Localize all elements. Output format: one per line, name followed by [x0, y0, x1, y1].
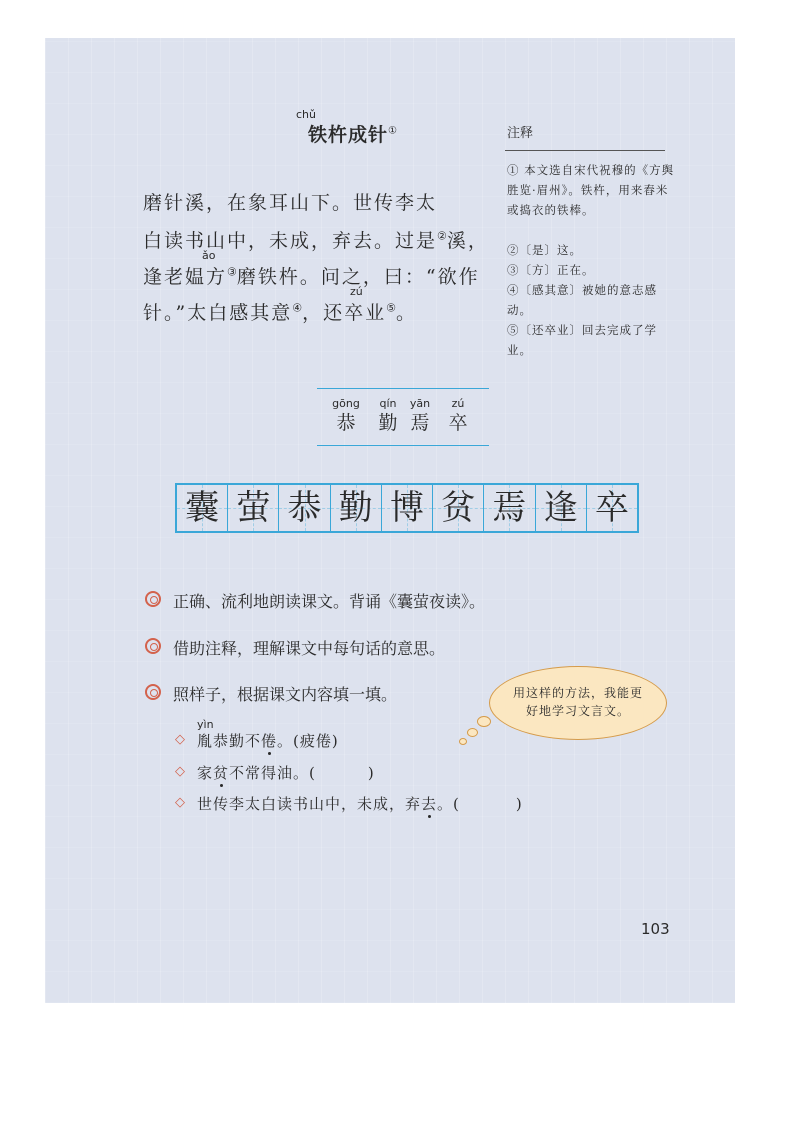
body-line-3-b: 磨铁杵。问之，曰：“欲作: [236, 266, 480, 288]
grid-char: 勤: [338, 488, 373, 528]
grid-cell: [279, 485, 330, 531]
note-item-4: ④〔感其意〕被她的意志感动。: [507, 283, 657, 317]
body-line-2-end: 溪，: [446, 230, 489, 252]
note-mark-3: ③: [227, 265, 237, 279]
speech-bubble-text: 用这样的方法，我能更好地学习文言文。: [512, 686, 643, 718]
fill-item-1-pinyin: yìn: [197, 718, 214, 731]
fill-item-3-b: 。(: [437, 795, 460, 813]
body-line-4-c: 。: [395, 302, 417, 324]
lesson-title: [273, 120, 433, 147]
fill-item-2-b: 不常得油。(: [229, 764, 316, 782]
pinyin-ao: ǎo: [202, 249, 216, 262]
exercise-1: 正确、流利地朗读课文。背诵《囊萤夜读》。: [173, 592, 486, 611]
fill-item-2-c: ): [367, 764, 375, 782]
write-char-2-hanzi: 勤: [378, 412, 398, 434]
diamond-bullet-icon: ◇: [175, 795, 185, 810]
fill-item-3-dotted: 去: [421, 795, 438, 813]
write-char-1-hanzi: 恭: [336, 412, 356, 434]
grid-char: 逢: [543, 488, 578, 528]
pinyin-zu: zú: [350, 285, 363, 298]
body-line-4-a: 针。”太白感其意: [143, 302, 293, 324]
fill-item-1-dotted: 倦: [261, 732, 278, 750]
write-char-1: [331, 397, 361, 435]
bubble-tail-dot: [467, 728, 478, 737]
write-char-1-pinyin: gōng: [332, 397, 360, 410]
bubble-tail-dot: [477, 716, 491, 727]
write-char-3: [405, 397, 435, 435]
body-line-4: [143, 298, 417, 325]
fill-item-1: [197, 730, 339, 751]
grid-char: 贫: [441, 488, 476, 528]
body-line-1: 磨针溪，在象耳山下。世传李太: [143, 192, 438, 214]
grid-cell: [433, 485, 484, 531]
diamond-bullet-icon: ◇: [175, 732, 185, 747]
grid-char: 萤: [236, 488, 271, 528]
notes-divider: [505, 150, 665, 151]
note-item-3: ③〔方〕正在。: [507, 263, 595, 277]
character-grid: [175, 483, 639, 533]
note-item-5: ⑤〔还卒业〕回去完成了学业。: [507, 323, 657, 357]
grid-cell: [536, 485, 587, 531]
write-char-4-pinyin: zú: [451, 397, 465, 410]
grid-char: 囊: [185, 488, 220, 528]
note-item-2: ②〔是〕这。: [507, 243, 582, 257]
note-item-1: ① 本文选自宋代祝穆的《方舆胜览·眉州》。铁杵，用来舂米或捣衣的铁棒。: [507, 163, 675, 217]
note-mark-4: ④: [292, 301, 303, 315]
fill-item-2-dotted: 贫: [213, 764, 230, 782]
lesson-title-text: 铁杵成针: [308, 124, 389, 146]
fill-item-2: [197, 762, 375, 783]
grid-char: 焉: [492, 488, 527, 528]
grid-cell: [484, 485, 535, 531]
grid-cell: [228, 485, 279, 531]
exercise-badge-icon: [145, 591, 161, 607]
fill-item-3-a: 世传李太白读书山中，未成，弃: [197, 795, 422, 813]
title-pinyin: chǔ: [296, 108, 316, 121]
body-line-3-a: 逢老媪方: [143, 266, 228, 288]
exercise-2: 借助注释，理解课文中每句话的意思。: [173, 639, 446, 658]
write-char-2-pinyin: qín: [379, 397, 397, 410]
fill-item-1-a: 胤恭勤不: [197, 732, 262, 750]
notes-heading: 注释: [507, 126, 534, 141]
grid-cell: [587, 485, 637, 531]
title-note-mark: ①: [388, 125, 398, 137]
body-line-4-b: ，还卒业: [302, 302, 387, 324]
body-line-3: [143, 262, 480, 289]
write-char-4-hanzi: 卒: [448, 412, 468, 434]
write-char-3-hanzi: 焉: [410, 412, 430, 434]
fill-item-3: [197, 793, 523, 814]
write-characters-box: [317, 388, 489, 446]
exercise-3: 照样子，根据课文内容填一填。: [173, 685, 398, 704]
textbook-page: [45, 38, 735, 1003]
body-line-2-text: 白读书山中，未成，弃去。过是: [143, 230, 438, 252]
bubble-tail-dot: [459, 738, 467, 745]
write-char-3-pinyin: yān: [409, 397, 431, 410]
write-char-2: [373, 397, 403, 435]
note-mark-2: ②: [437, 229, 447, 243]
note-mark-5: ⑤: [386, 301, 396, 315]
diamond-bullet-icon: ◇: [175, 764, 185, 779]
page-number: 103: [641, 920, 670, 938]
grid-cell: [331, 485, 382, 531]
fill-item-3-c: ): [515, 795, 523, 813]
grid-char: 博: [389, 488, 424, 528]
grid-cell: [382, 485, 433, 531]
grid-char: 恭: [287, 488, 322, 528]
fill-item-2-a: 家: [197, 764, 214, 782]
grid-char: 卒: [594, 488, 629, 528]
exercise-badge-icon: [145, 684, 161, 700]
body-line-2: [143, 226, 489, 253]
write-char-4: [443, 397, 473, 435]
exercise-badge-icon: [145, 638, 161, 654]
grid-cell: [177, 485, 228, 531]
fill-item-1-b: 。(疲倦): [277, 732, 339, 750]
